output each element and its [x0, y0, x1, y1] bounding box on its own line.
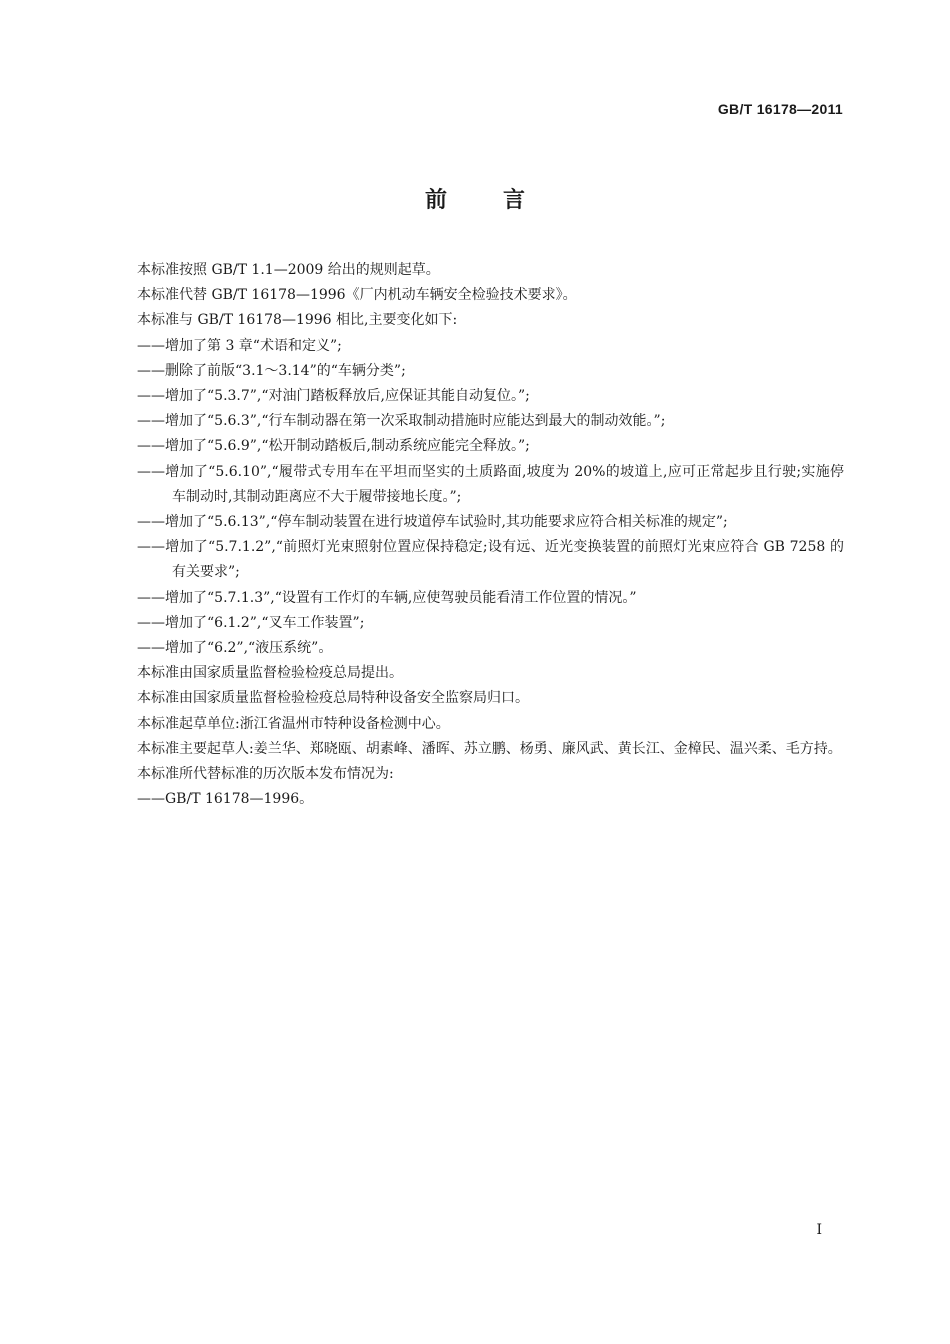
change-item: ——增加了“6.1.2”,“叉车工作装置”; — [137, 614, 365, 631]
change-item: ——增加了“6.2”,“液压系统”。 — [137, 640, 333, 657]
change-item: ——增加了“5.6.3”,“行车制动器在第一次采取制动措施时应能达到最大的制动效能。”; — [137, 413, 666, 430]
paragraph-drafting-unit: 本标准起草单位:浙江省温州市特种设备检测中心。 — [137, 715, 450, 732]
document-body — [109, 258, 844, 812]
change-item: ——增加了“5.6.9”,“松开制动踏板后,制动系统应能完全释放。”; — [137, 438, 530, 455]
paragraph-drafters: 本标准主要起草人:姜兰华、郑晓瓯、胡素峰、潘晖、苏立鹏、杨勇、廉风武、黄长江、金樟民、温兴柔、毛方持。 — [137, 740, 842, 757]
paragraph-proposer: 本标准由国家质量监督检验检疫总局提出。 — [137, 665, 403, 682]
paragraph-changes-intro: 本标准与 GB/T 16178—1996 相比,主要变化如下: — [137, 312, 458, 329]
change-item: ——增加了“5.7.1.3”,“设置有工作灯的车辆,应使驾驶员能看清工作位置的情况。” — [137, 589, 637, 606]
history-item: ——GB/T 16178—1996。 — [137, 791, 314, 808]
paragraph-history-intro: 本标准所代替标准的历次版本发布情况为: — [137, 766, 394, 783]
change-item: ——增加了“5.6.10”,“履带式专用车在平坦而坚实的土质路面,坡度为 20%的坡道上,应可正常起步且行驶;实施停车制动时,其制动距离应不大于履带接地长度。”; — [137, 463, 844, 505]
change-item: ——增加了“5.3.7”,“对油门踏板释放后,应保证其能自动复位。”; — [137, 388, 530, 405]
change-item: ——删除了前版“3.1～3.14”的“车辆分类”; — [137, 362, 406, 379]
change-item: ——增加了“5.7.1.2”,“前照灯光束照射位置应保持稳定;设有远、近光变换装置的前照灯光束应符合 GB 7258 的有关要求”; — [137, 539, 844, 581]
paragraph-drafting-rules: 本标准按照 GB/T 1.1—2009 给出的规则起草。 — [137, 262, 440, 278]
change-item: ——增加了第 3 章“术语和定义”; — [137, 337, 342, 354]
paragraph-centralizer: 本标准由国家质量监督检验检疫总局特种设备安全监察局归口。 — [137, 690, 529, 707]
paragraph-replaces: 本标准代替 GB/T 16178—1996《厂内机动车辆安全检验技术要求》。 — [137, 287, 577, 304]
page-number: I — [816, 1222, 822, 1238]
standard-number: GB/T 16178—2011 — [717, 101, 843, 117]
change-item: ——增加了“5.6.13”,“停车制动装置在进行坡道停车试验时,其功能要求应符合相关标准的规定”; — [137, 514, 728, 531]
page-title: 前言 — [424, 188, 581, 213]
